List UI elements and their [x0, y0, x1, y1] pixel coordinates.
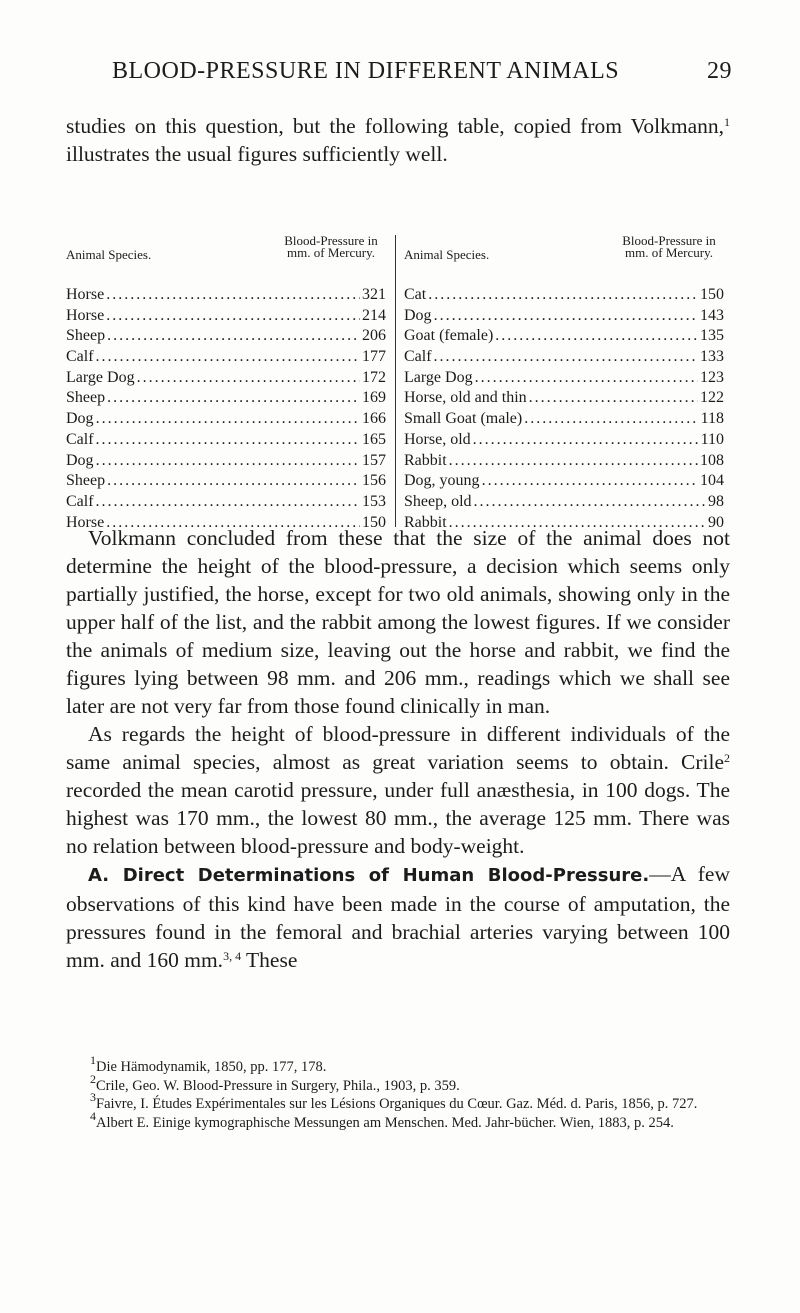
pressure-value: 150 [700, 286, 724, 303]
page-number: 29 [707, 58, 732, 84]
species-name: Large Dog [404, 368, 473, 386]
footnote [66, 1053, 730, 1077]
header-species: Animal Species. [66, 247, 152, 262]
species-name: Horse, old [404, 430, 471, 448]
section-heading: A. Direct Determinations of Human Blood-Pressure. [88, 865, 650, 886]
species-name: Dog, young [404, 472, 480, 490]
footnote-ref[interactable]: 2 [724, 751, 730, 765]
table-row [404, 368, 724, 389]
species-name: Goat (female) [404, 327, 494, 345]
footnote-ref[interactable]: 3, 4 [223, 949, 242, 963]
table-row [66, 368, 386, 389]
dot-leader [106, 306, 360, 327]
species-name: Rabbit [404, 451, 447, 469]
species-name: Horse [66, 513, 105, 531]
table-row [66, 430, 386, 451]
species-name: Dog [404, 306, 432, 324]
table-row [404, 451, 724, 472]
species-name: Sheep, old [404, 492, 472, 510]
species-name: Sheep [66, 327, 106, 345]
pressure-value: 135 [700, 327, 724, 345]
species-name: Calf [66, 430, 94, 448]
dot-leader [434, 306, 698, 327]
pressure-value: 177 [362, 348, 386, 366]
footnote [66, 1071, 730, 1096]
footnotes [66, 1053, 730, 1132]
footnote-text: Crile, Geo. W. Blood-Pressure in Surgery, Phila., 1903, p. 359. [96, 1077, 460, 1094]
footnote-mark: 2 [90, 1071, 96, 1086]
footnote [66, 1090, 730, 1114]
table-row [66, 409, 386, 430]
paragraph-text: As regards the height of blood-pressure in different individuals of the same animal species, almost as great variation seems to obtain. Crile [66, 722, 730, 774]
pressure-value: 166 [362, 410, 386, 428]
dot-leader [106, 285, 360, 306]
species-name: Sheep [66, 472, 106, 490]
table-row [66, 471, 386, 492]
column-divider [395, 235, 396, 527]
header-blood-pressure: Blood-Pressure in mm. of Mercury. [284, 233, 378, 260]
table-row [404, 409, 724, 430]
body-text [66, 524, 730, 974]
species-name: Large Dog [66, 368, 135, 386]
pressure-value: 110 [700, 430, 724, 448]
pressure-value: 153 [362, 492, 386, 510]
table-row [404, 471, 724, 492]
pressure-value: 169 [362, 389, 386, 407]
dot-leader [107, 388, 360, 409]
header-blood-pressure: Blood-Pressure in mm. of Mercury. [622, 233, 716, 260]
dot-leader [529, 388, 698, 409]
pressure-value: 104 [700, 472, 724, 490]
table-rows-right [404, 285, 724, 533]
dot-leader [96, 430, 360, 451]
dot-leader [96, 451, 360, 472]
table-rows-left [66, 285, 386, 533]
dot-leader [137, 368, 360, 389]
pressure-value: 90 [708, 513, 724, 531]
pressure-value: 150 [362, 513, 386, 531]
table-row [66, 285, 386, 306]
pressure-value: 165 [362, 430, 386, 448]
table-row [66, 492, 386, 513]
dot-leader [449, 451, 698, 472]
species-name: Calf [404, 348, 432, 366]
species-name: Horse [66, 286, 105, 303]
dot-leader [96, 347, 360, 368]
dot-leader [524, 409, 698, 430]
dot-leader [428, 285, 698, 306]
pressure-value: 133 [700, 348, 724, 366]
species-name: Calf [66, 492, 94, 510]
table-row [404, 492, 724, 513]
paragraph-text: recorded the mean carotid pressure, under full anæsthesia, in 100 dogs. The highest was 170 mm., the lowest 80 mm., the average 125 mm. There was no relation between blood-pressure and body-weight. [66, 778, 730, 858]
table-row [66, 388, 386, 409]
paragraph [66, 860, 730, 974]
dot-leader [473, 430, 699, 451]
footnote-mark: 1 [90, 1053, 96, 1067]
table-row [404, 326, 724, 347]
table-column-right [404, 235, 724, 533]
species-name: Horse, old and thin [404, 389, 527, 407]
footnote-text: Faivre, I. Études Expérimentales sur les Lésions Organiques du Cœur. Gaz. Méd. d. Paris, 1856, p. 727. [96, 1096, 698, 1112]
table-header [404, 235, 724, 285]
table-row [66, 347, 386, 368]
pressure-value: 214 [362, 306, 386, 324]
footnote-ref[interactable]: 1 [724, 115, 730, 129]
pressure-value: 143 [700, 306, 724, 324]
pressure-value: 206 [362, 327, 386, 345]
dot-leader [474, 492, 706, 513]
table-row [66, 326, 386, 347]
table-row [66, 306, 386, 327]
species-name: Horse [66, 306, 105, 324]
intro-text: studies on this question, but the following table, copied from Volkmann, [66, 114, 724, 138]
dot-leader [107, 326, 360, 347]
running-head [112, 58, 732, 85]
footnote [66, 1108, 730, 1133]
paragraph: Volkmann concluded from these that the size of the animal does not determine the height of the blood-pressure, a decision which seems only partially justified, the horse, except for two old animals, showing only in the upper half of the list, and the rabbit among the lowest figures. If we consider the animals of medium size, leaving out the horse and rabbit, we find the figures lying between 98 mm. and 206 mm., readings which we shall see later are not very far from those found clinically in man. [66, 526, 730, 718]
table-header [66, 235, 386, 285]
species-name: Small Goat (male) [404, 410, 523, 428]
pressure-value: 156 [362, 472, 386, 490]
species-name: Calf [66, 348, 94, 366]
dot-leader [495, 326, 698, 347]
paragraph [66, 720, 730, 860]
table-row [66, 451, 386, 472]
table-row [404, 388, 724, 409]
intro-paragraph [66, 112, 730, 168]
blood-pressure-table [66, 233, 730, 531]
dot-leader [96, 492, 360, 513]
species-name: Dog [66, 410, 94, 428]
intro-text-end: illustrates the usual figures sufficiently well. [66, 142, 448, 166]
pressure-value: 157 [362, 451, 386, 469]
species-name: Sheep [66, 389, 106, 407]
footnote-text: Albert E. Einige kymographische Messungen am Menschen. Med. Jahr-bücher. Wien, 1883, p. 254. [96, 1114, 674, 1131]
table-column-left [66, 235, 386, 533]
header-species: Animal Species. [404, 247, 490, 262]
pressure-value: 108 [700, 451, 724, 469]
dot-leader [96, 409, 360, 430]
species-name: Cat [404, 286, 427, 303]
dot-leader [482, 471, 698, 492]
dot-leader [475, 368, 698, 389]
pressure-value: 98 [708, 492, 724, 510]
pressure-value: 122 [700, 389, 724, 407]
footnote-text: Die Hämodynamik, 1850, pp. 177, 178. [96, 1059, 327, 1075]
species-name: Dog [66, 451, 94, 469]
dot-leader [107, 471, 360, 492]
pressure-value: 172 [362, 368, 386, 386]
table-row [404, 306, 724, 327]
pressure-value: 123 [700, 368, 724, 386]
table-row [404, 347, 724, 368]
footnote-mark: 4 [90, 1108, 96, 1123]
running-title: BLOOD-PRESSURE IN DIFFERENT ANIMALS [112, 58, 620, 84]
paragraph-text: These [241, 948, 298, 972]
table-row [404, 285, 724, 306]
species-name: Rabbit [404, 513, 447, 531]
pressure-value: 321 [362, 286, 386, 303]
paragraph-text: —A few observations of this kind have been made in the course of amputation, the pressures found in the femoral and brachial arteries varying between 100 mm. and 160 mm. [66, 862, 731, 972]
table-row [404, 430, 724, 451]
dot-leader [434, 347, 698, 368]
pressure-value: 118 [700, 410, 724, 428]
footnote-mark: 3 [90, 1090, 96, 1104]
